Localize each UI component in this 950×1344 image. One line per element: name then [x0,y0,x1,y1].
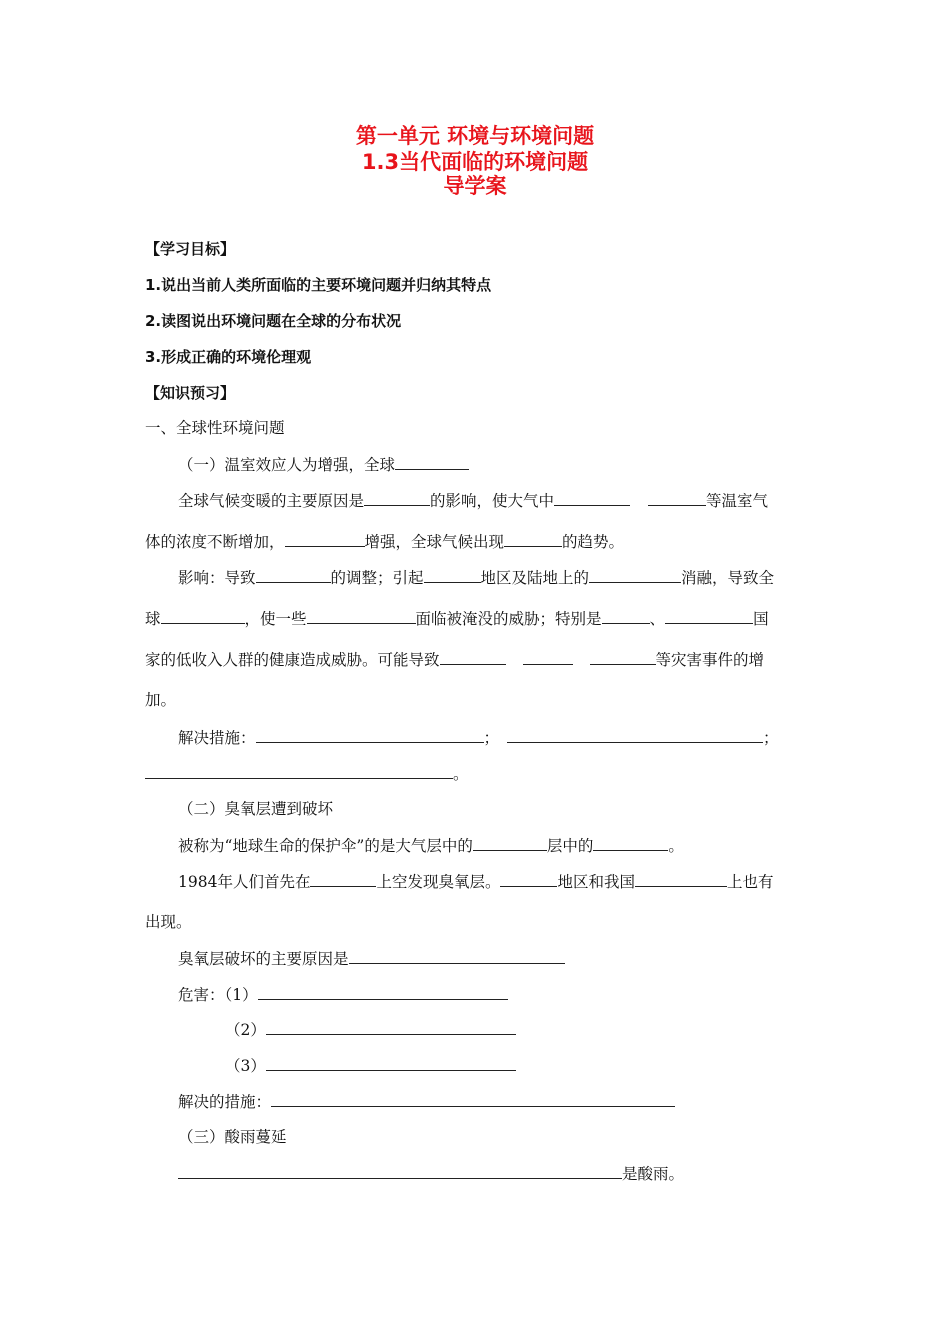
text: 是酸雨。 [622,1165,685,1183]
greenhouse-heading [178,454,469,475]
text: 的趋势。 [562,533,625,551]
text: 增强，全球气候出现 [364,533,505,551]
ozone-para-1 [178,835,684,856]
blank[interactable] [523,649,573,665]
greenhouse-impact-end: 加。 [145,691,177,709]
blank[interactable] [307,608,416,624]
blank[interactable] [285,531,365,547]
greenhouse-impact-1 [178,567,774,588]
blank[interactable] [266,1019,516,1035]
blank[interactable] [364,490,430,506]
text: ； [763,729,779,747]
title-lesson: 1.3当代面临的环境问题 [361,150,589,174]
blank[interactable] [635,871,727,887]
blank[interactable] [266,1055,516,1071]
blank[interactable] [589,567,681,583]
title-unit: 第一单元 环境与环境问题 [355,124,595,148]
text: 臭氧层破坏的主要原因是 [178,950,349,968]
text: 解决的措施： [178,1093,272,1111]
text: （1） [224,986,258,1004]
greenhouse-para-2 [145,531,624,552]
blank[interactable] [349,948,565,964]
ozone-cause [178,948,565,969]
ozone-heading: （二）臭氧层遭到破坏 [178,800,334,818]
text: 等灾害事件的增 [655,651,765,669]
text: （3） [225,1057,266,1075]
blank[interactable] [395,454,469,470]
ozone-measures [178,1091,675,1112]
acid-rain-heading: （三）酸雨蔓延 [178,1128,287,1146]
text: 被称为“地球生命的保护伞”的是大气层中的 [178,837,473,855]
text: 全球气候变暖的主要原因是 [178,492,365,510]
blank[interactable] [178,1163,622,1179]
blank[interactable] [500,871,557,887]
blank[interactable] [256,727,484,743]
text: 国 [753,610,769,628]
blank[interactable] [440,649,506,665]
text: 地区及陆地上的 [480,569,590,587]
greenhouse-impact-2 [145,608,769,629]
text: 消融，导致全 [681,569,775,587]
text: 上也有 [726,873,774,891]
text: 家的低收入人群的健康造成威胁。可能导致 [145,651,440,669]
text: 地区和我国 [557,873,635,891]
blank[interactable] [602,608,650,624]
greenhouse-measures-cont [145,763,469,784]
blank[interactable] [271,1091,675,1107]
blank[interactable] [145,763,453,779]
text: 。 [668,837,684,855]
text: 面临被淹没的威胁；特别是 [415,610,602,628]
objectives-heading: 【学习目标】 [145,240,236,258]
blank[interactable] [424,567,481,583]
text: 解决措施： [178,729,256,747]
text: 的影响，使大气中 [430,492,555,510]
text: 的调整；引起 [330,569,424,587]
text: ； [483,729,500,747]
ozone-harm-2 [225,1019,516,1040]
blank[interactable] [507,727,763,743]
blank[interactable] [256,567,331,583]
text: 体的浓度不断增加， [145,533,285,551]
objective-item-2: 2.读图说出环境问题在全球的分布状况 [145,312,402,330]
text: 1984年人们首先在 [178,873,311,891]
ozone-harm-1 [178,984,508,1005]
blank[interactable] [161,608,245,624]
section-global-issues: 一、全球性环境问题 [145,419,285,437]
text: 影响：导致 [178,569,256,587]
greenhouse-para-1 [178,490,768,511]
objective-item-1: 1.说出当前人类所面临的主要环境问题并归纳其特点 [145,276,492,294]
blank[interactable] [258,984,508,1000]
text: （2） [225,1021,266,1039]
objective-item-3: 3.形成正确的环境伦理观 [145,348,312,366]
greenhouse-measures [178,727,779,748]
blank[interactable] [648,490,706,506]
text: 。 [453,765,469,783]
text: ，使一些 [244,610,307,628]
blank[interactable] [554,490,630,506]
greenhouse-impact-3 [145,649,764,670]
ozone-para-2 [178,871,774,892]
text: 层中的 [546,837,594,855]
ozone-harm-3 [225,1055,516,1076]
ozone-para-3: 出现。 [145,913,192,931]
text: 上空发现臭氧层。 [376,873,501,891]
blank[interactable] [473,835,547,851]
text: 危害： [178,986,225,1004]
acid-rain-definition [178,1163,684,1184]
text: 、 [649,610,666,628]
preview-heading: 【知识预习】 [145,384,236,402]
blank[interactable] [665,608,753,624]
text: 等温室气 [706,492,769,510]
blank[interactable] [504,531,562,547]
blank[interactable] [593,835,668,851]
text: 球 [145,610,161,628]
greenhouse-heading-text: （一）温室效应人为增强，全球 [178,456,396,474]
blank[interactable] [310,871,376,887]
title-guide: 导学案 [443,174,507,198]
blank[interactable] [590,649,656,665]
